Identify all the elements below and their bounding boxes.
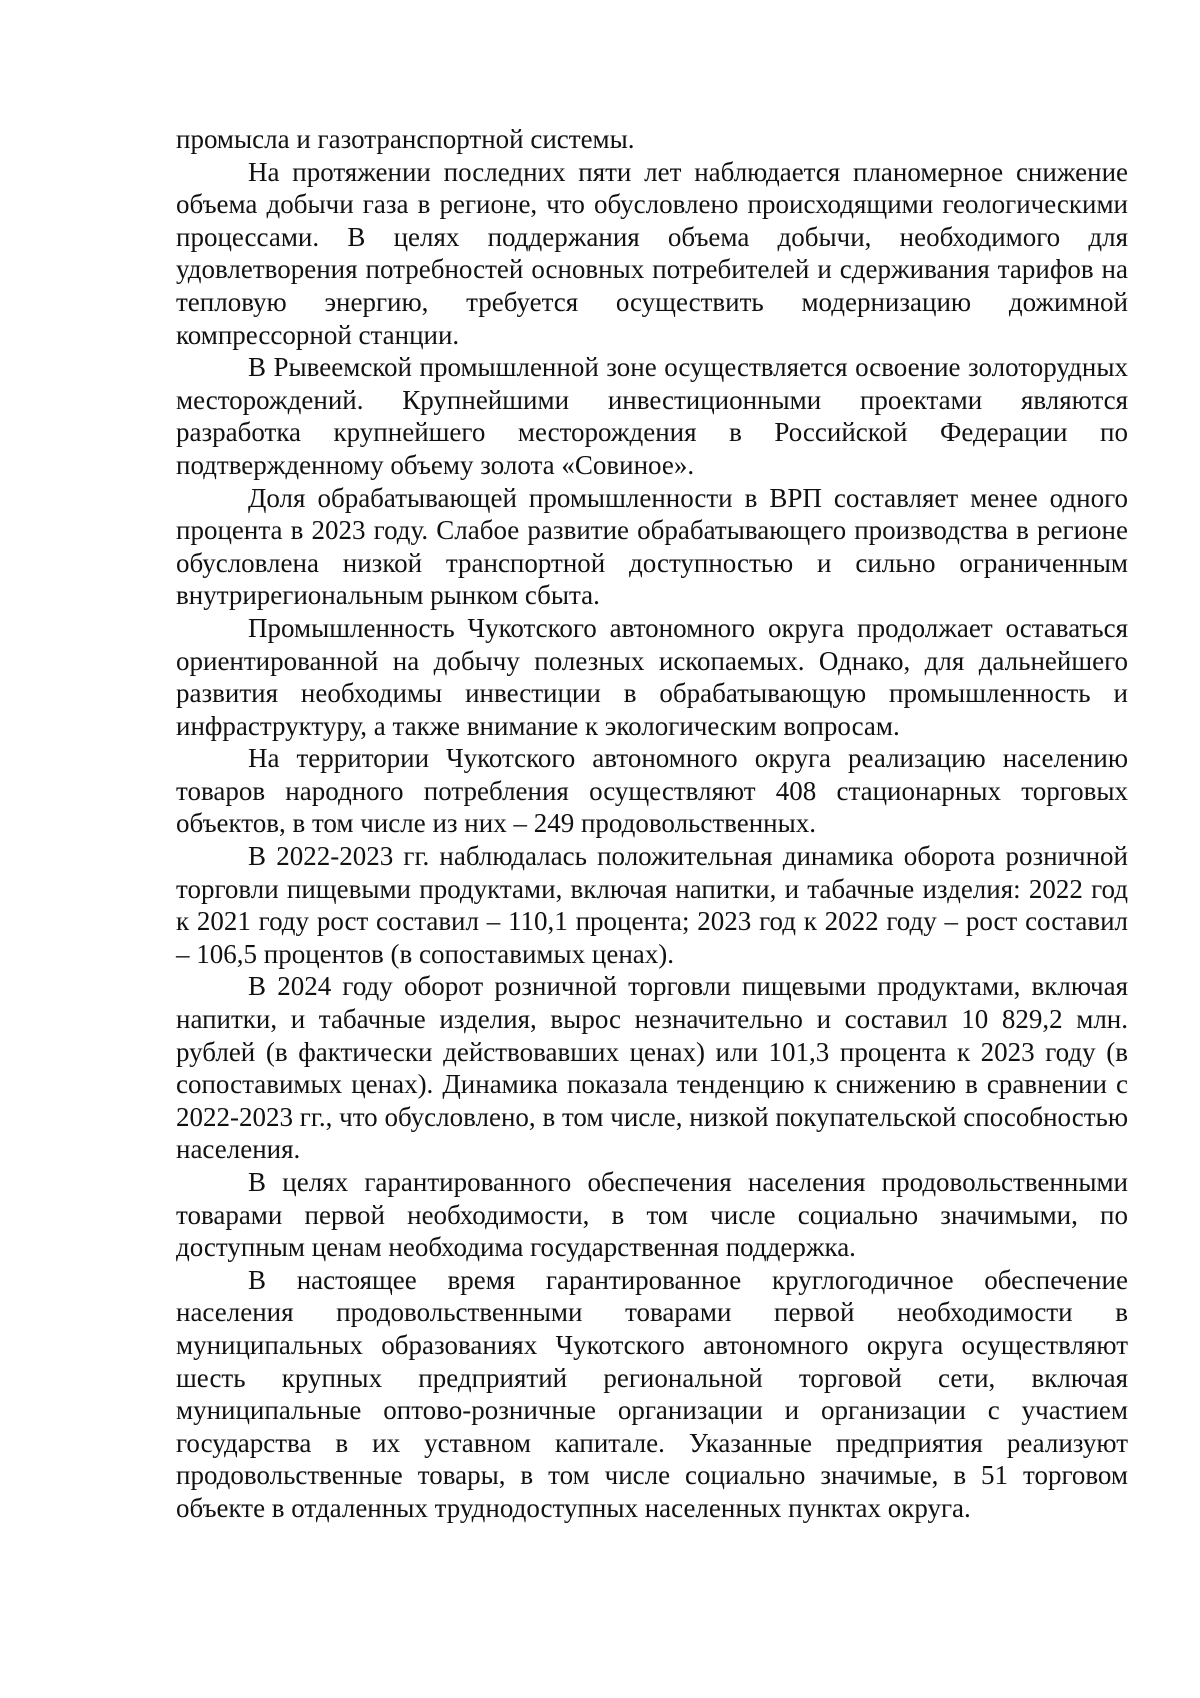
paragraph-continuation: промысла и газотранспортной системы. [176, 124, 635, 154]
paragraph-retail-objects: На территории Чукотского автономного округа реализацию населению товаров народного потребления осуществляют 408 стационарных торговых объектов, в том числе из них – 249 продовольственных. [176, 743, 1128, 839]
paragraph-industry-orientation: Промышленность Чукотского автономного округа продолжает оставаться ориентированной на добычу полезных ископаемых. Однако, для дальнейшего развития необходимы инвестиции в обрабатывающую промышленность и инфраструктуру, а также внимание к экологическим вопросам. [176, 612, 1128, 741]
document-body [176, 123, 1128, 1525]
paragraph-retail-dynamics-2022-2023: В 2022-2023 гг. наблюдалась положительная динамика оборота розничной торговли пищевыми продуктами, включая напитки, и табачные изделия: 2022 год к 2021 году рост составил – 110,1 процента; 2023 год к 2022 году – рост составил – 106,5 процентов (в сопоставимых ценах). [176, 841, 1128, 969]
paragraph-state-support: В целях гарантированного обеспечения населения продовольственными товарами первой необходимости, в том числе социально значимыми, по доступным ценам необходима государственная поддержка. [176, 1167, 1128, 1263]
paragraph-gas-production: На протяжении последних пяти лет наблюдается планомерное снижение объема добычи газа в регионе, что обусловлено происходящими геологическими процессами. В целях поддержания объема добычи, необходимого для удовлетворения потребностей основных потребителей и сдерживания тарифов на тепловую энергию, требуется осуществить модернизацию дожимной компрессорной станции. [176, 156, 1128, 350]
paragraph-manufacturing-share: Доля обрабатывающей промышленности в ВРП составляет менее одного процента в 2023 году. Слабое развитие обрабатывающего производства в регионе обусловлена низкой транспортной доступностью и сильно ограниченным внутрирегиональным рынком сбыта. [176, 482, 1128, 611]
paragraph-retail-2024: В 2024 году оборот розничной торговли пищевыми продуктами, включая напитки, и табачные изделия, вырос незначительно и составил 10 829,2 млн. рублей (в фактически действовавших ценах) или 101,3 процента к 2023 году (в сопоставимых ценах). Динамика показала тенденцию к снижению в сравнении с 2022-2023 гг., что обусловлено, в том числе, низкой покупательской способностью населения. [176, 971, 1128, 1165]
paragraph-ryveem-zone: В Рывеемской промышленной зоне осуществляется освоение золоторудных месторождений. Крупнейшими инвестиционными проектами являются разработка крупнейшего месторождения в Российской Федерации по подтвержденному объему золота «Совиное». [176, 352, 1128, 480]
paragraph-food-supply: В настоящее время гарантированное круглогодичное обеспечение населения продовольственными товарами первой необходимости в муниципальных образованиях Чукотского автономного округа осуществляют шесть крупных предприятий региональной торговой сети, включая муниципальные оптово-розничные организации и организации с участием государства в их уставном капитале. Указанные предприятия реализуют продовольственные товары, в том числе социально значимые, в 51 торговом объекте в отдаленных труднодоступных населенных пунктах округа. [176, 1264, 1128, 1523]
